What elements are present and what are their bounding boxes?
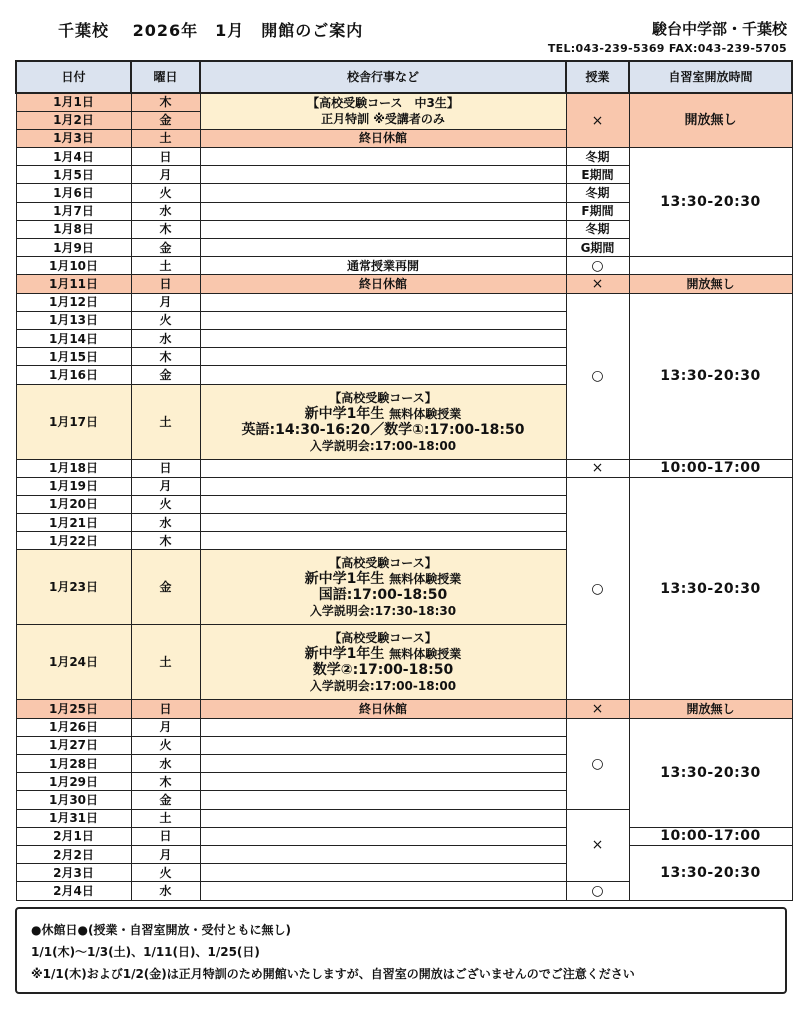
dow-cell: 土 <box>131 384 200 459</box>
dow-cell: 金 <box>131 111 200 129</box>
table-row <box>16 257 792 275</box>
event-cell <box>200 239 566 257</box>
notes-heading-line <box>31 919 771 941</box>
study-room-cell: 13:30-20:30 <box>629 718 792 827</box>
date-cell: 1月21日 <box>16 514 131 532</box>
event-cell: 終日休館 <box>200 129 566 147</box>
notes-closed-dates: 1/1(木)～1/3(土)、1/11(日)、1/25(日) <box>31 945 260 959</box>
event-line <box>201 646 566 662</box>
table-row <box>16 148 792 166</box>
class-cell: ○ <box>566 477 629 700</box>
event-cell <box>200 845 566 863</box>
event-cell <box>200 827 566 845</box>
event-cell <box>200 532 566 550</box>
date-cell: 1月30日 <box>16 791 131 809</box>
date-cell: 2月4日 <box>16 882 131 900</box>
event-cell <box>200 809 566 827</box>
date-cell: 1月19日 <box>16 477 131 495</box>
study-room-cell <box>629 257 792 275</box>
event-cell <box>200 384 566 459</box>
column-header-date: 日付 <box>16 61 131 93</box>
class-cell: ○ <box>566 718 629 809</box>
page-title: 千葉校 2026年 1月 開館のご案内 <box>58 21 364 40</box>
event-cell <box>200 718 566 736</box>
event-cell <box>200 348 566 366</box>
dow-cell: 土 <box>131 257 200 275</box>
event-cell <box>200 882 566 900</box>
event-cell <box>200 311 566 329</box>
table-row <box>16 700 792 718</box>
dow-cell: 木 <box>131 532 200 550</box>
date-cell: 1月31日 <box>16 809 131 827</box>
event-cell <box>200 495 566 513</box>
dow-cell: 金 <box>131 239 200 257</box>
event-line: 【高校受験コース】 <box>329 631 437 646</box>
date-cell: 2月3日 <box>16 864 131 882</box>
class-cell: ○ <box>566 257 629 275</box>
event-cell <box>200 514 566 532</box>
schedule-table <box>15 60 793 901</box>
date-cell: 1月12日 <box>16 293 131 311</box>
table-row <box>16 477 792 495</box>
class-cell: F期間 <box>566 202 629 220</box>
dow-cell: 火 <box>131 736 200 754</box>
date-cell: 1月25日 <box>16 700 131 718</box>
event-line: 入学説明会:17:00-18:00 <box>309 679 457 694</box>
event-cell <box>200 459 566 477</box>
event-cell <box>200 791 566 809</box>
column-header-study-room: 自習室開放時間 <box>629 61 792 93</box>
school-name: 駿台中学部・千葉校 <box>651 20 787 38</box>
table-row <box>16 275 792 293</box>
date-cell: 1月17日 <box>16 384 131 459</box>
class-cell: 冬期 <box>566 184 629 202</box>
class-cell: 冬期 <box>566 148 629 166</box>
class-cell: × <box>566 275 629 293</box>
column-header-classes: 授業 <box>566 61 629 93</box>
table-row <box>16 845 792 863</box>
date-cell: 1月9日 <box>16 239 131 257</box>
date-cell: 1月28日 <box>16 755 131 773</box>
dow-cell: 金 <box>131 366 200 384</box>
study-room-cell: 開放無し <box>629 700 792 718</box>
event-course: 新中学1年生 <box>304 405 385 422</box>
date-cell: 1月14日 <box>16 329 131 347</box>
date-cell: 1月16日 <box>16 366 131 384</box>
table-row <box>16 827 792 845</box>
event-cell <box>200 550 566 625</box>
study-room-cell: 13:30-20:30 <box>629 477 792 700</box>
dow-cell: 月 <box>131 477 200 495</box>
notes-heading-sub: (授業・自習室開放・受付ともに無し) <box>87 923 291 937</box>
date-cell: 1月20日 <box>16 495 131 513</box>
event-cell <box>200 773 566 791</box>
date-cell: 1月13日 <box>16 311 131 329</box>
study-room-cell: 開放無し <box>629 275 792 293</box>
date-cell: 1月6日 <box>16 184 131 202</box>
dow-cell: 火 <box>131 864 200 882</box>
dow-cell: 土 <box>131 129 200 147</box>
date-cell: 1月3日 <box>16 129 131 147</box>
dow-cell: 土 <box>131 809 200 827</box>
event-course-sub: 無料体験授業 <box>389 647 462 662</box>
study-room-cell: 13:30-20:30 <box>629 845 792 900</box>
dow-cell: 火 <box>131 184 200 202</box>
dow-cell: 水 <box>131 329 200 347</box>
event-line <box>201 571 566 587</box>
event-line: 国語:17:00-18:50 <box>318 587 448 604</box>
notes-box <box>15 907 787 994</box>
dow-cell: 水 <box>131 514 200 532</box>
dow-cell: 火 <box>131 495 200 513</box>
date-cell: 1月11日 <box>16 275 131 293</box>
event-line: 【高校受験コース 中3生】 <box>307 96 459 111</box>
event-cell <box>200 184 566 202</box>
event-cell <box>200 329 566 347</box>
event-line: 入学説明会:17:30-18:30 <box>309 604 457 619</box>
date-cell: 1月2日 <box>16 111 131 129</box>
date-cell: 1月1日 <box>16 93 131 111</box>
event-line: 英語:14:30-16:20／数学①:17:00-18:50 <box>241 421 525 438</box>
date-cell: 1月15日 <box>16 348 131 366</box>
event-line: 数学②:17:00-18:50 <box>312 662 454 679</box>
notes-heading: ●休館日● <box>31 923 88 937</box>
dow-cell: 土 <box>131 625 200 700</box>
dow-cell: 木 <box>131 220 200 238</box>
dow-cell: 月 <box>131 166 200 184</box>
study-room-cell: 開放無し <box>629 93 792 148</box>
event-cell: 終日休館 <box>200 700 566 718</box>
class-cell: 冬期 <box>566 220 629 238</box>
date-cell: 1月29日 <box>16 773 131 791</box>
class-cell: G期間 <box>566 239 629 257</box>
table-row <box>16 718 792 736</box>
study-room-cell: 13:30-20:30 <box>629 148 792 257</box>
dow-cell: 火 <box>131 311 200 329</box>
notes-remark: ※1/1(木)および1/2(金)は正月特訓のため開館いたしますが、自習室の開放はございませんのでご注意ください <box>31 967 635 981</box>
date-cell: 1月10日 <box>16 257 131 275</box>
event-cell <box>200 93 566 129</box>
event-line: 入学説明会:17:00-18:00 <box>309 438 457 453</box>
dow-cell: 日 <box>131 275 200 293</box>
class-cell: E期間 <box>566 166 629 184</box>
date-cell: 1月4日 <box>16 148 131 166</box>
class-cell: × <box>566 700 629 718</box>
event-cell <box>200 736 566 754</box>
dow-cell: 水 <box>131 755 200 773</box>
event-cell <box>200 366 566 384</box>
event-cell <box>200 293 566 311</box>
event-course: 新中学1年生 <box>304 571 385 588</box>
dow-cell: 日 <box>131 148 200 166</box>
class-cell: ○ <box>566 882 629 900</box>
event-cell <box>200 202 566 220</box>
event-line: 【高校受験コース】 <box>329 390 437 405</box>
study-room-cell: 10:00-17:00 <box>629 827 792 845</box>
date-cell: 2月2日 <box>16 845 131 863</box>
dow-cell: 月 <box>131 845 200 863</box>
dow-cell: 木 <box>131 93 200 111</box>
column-header-events: 校舎行事など <box>200 61 566 93</box>
dow-cell: 金 <box>131 791 200 809</box>
study-room-cell: 10:00-17:00 <box>629 459 792 477</box>
date-cell: 1月7日 <box>16 202 131 220</box>
table-row <box>16 459 792 477</box>
dow-cell: 日 <box>131 827 200 845</box>
date-cell: 1月23日 <box>16 550 131 625</box>
date-cell: 1月27日 <box>16 736 131 754</box>
table-row <box>16 93 792 111</box>
event-line <box>201 406 566 422</box>
study-room-cell: 13:30-20:30 <box>629 293 792 459</box>
date-cell: 1月5日 <box>16 166 131 184</box>
class-cell: × <box>566 93 629 148</box>
dow-cell: 月 <box>131 293 200 311</box>
event-cell <box>200 477 566 495</box>
event-cell: 終日休館 <box>200 275 566 293</box>
dow-cell: 金 <box>131 550 200 625</box>
dow-cell: 日 <box>131 700 200 718</box>
table-row <box>16 293 792 311</box>
event-course: 新中学1年生 <box>304 646 385 663</box>
event-cell <box>200 864 566 882</box>
contact-info: TEL:043-239-5369 FAX:043-239-5705 <box>547 42 787 55</box>
event-cell <box>200 148 566 166</box>
date-cell: 1月18日 <box>16 459 131 477</box>
column-header-dow: 曜日 <box>131 61 200 93</box>
event-course-sub: 無料体験授業 <box>389 572 462 587</box>
dow-cell: 月 <box>131 718 200 736</box>
dow-cell: 木 <box>131 348 200 366</box>
date-cell: 1月8日 <box>16 220 131 238</box>
dow-cell: 木 <box>131 773 200 791</box>
date-cell: 1月24日 <box>16 625 131 700</box>
date-cell: 2月1日 <box>16 827 131 845</box>
date-cell: 1月26日 <box>16 718 131 736</box>
date-cell: 1月22日 <box>16 532 131 550</box>
event-cell <box>200 220 566 238</box>
dow-cell: 水 <box>131 882 200 900</box>
class-cell: × <box>566 809 629 882</box>
class-cell: × <box>566 459 629 477</box>
event-cell <box>200 755 566 773</box>
event-cell <box>200 625 566 700</box>
event-course-sub: 無料体験授業 <box>389 406 462 421</box>
dow-cell: 日 <box>131 459 200 477</box>
event-line: 正月特訓 ※受講者のみ <box>321 112 445 127</box>
event-line: 【高校受験コース】 <box>329 556 437 571</box>
event-cell <box>200 166 566 184</box>
dow-cell: 水 <box>131 202 200 220</box>
event-cell: 通常授業再開 <box>200 257 566 275</box>
class-cell: ○ <box>566 293 629 459</box>
